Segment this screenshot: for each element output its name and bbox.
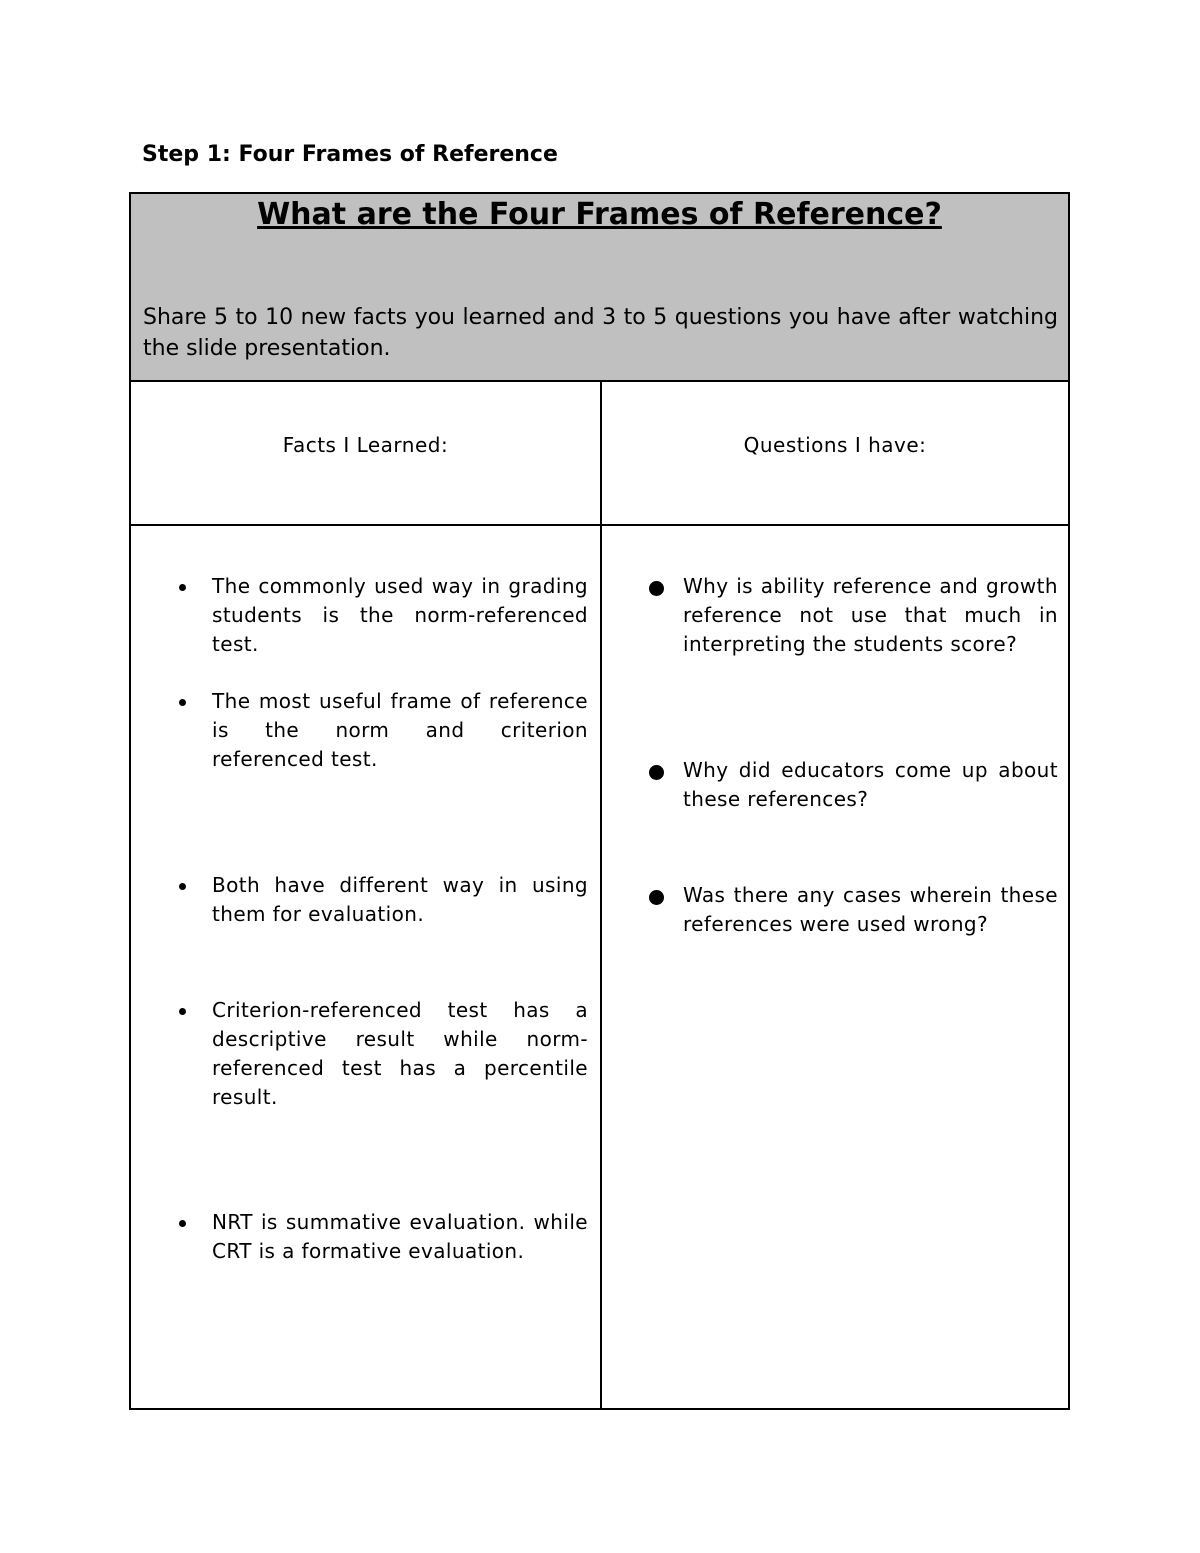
facts-column-heading: Facts I Learned: — [282, 433, 449, 457]
question-item: Why is ability reference and growth reference not use that much in interpreting the students score? — [683, 574, 1058, 656]
bullet-icon — [179, 699, 186, 706]
fact-item: Criterion-referenced test has a descriptive result while norm-referenced test has a percentile result. — [212, 998, 588, 1109]
bullet-icon — [649, 890, 664, 905]
fact-item: NRT is summative evaluation. while CRT is a formative evaluation. — [212, 1210, 588, 1263]
bullet-icon — [649, 581, 664, 596]
main-heading: What are the Four Frames of Reference? — [257, 197, 942, 232]
column-divider — [600, 382, 602, 1408]
question-item: Was there any cases wherein these references were used wrong? — [683, 883, 1058, 936]
questions-column-heading: Questions I have: — [743, 433, 927, 457]
bullet-icon — [179, 1008, 186, 1015]
bullet-icon — [649, 765, 664, 780]
bullet-icon — [179, 883, 186, 890]
fact-item: The commonly used way in grading students is the norm-referenced test. — [212, 574, 588, 656]
step-title: Step 1: Four Frames of Reference — [142, 142, 558, 167]
fact-item: Both have different way in using them for evaluation. — [212, 873, 588, 926]
table-header-cell — [131, 194, 1068, 382]
row-divider — [131, 524, 1068, 526]
frames-table — [129, 192, 1070, 1410]
bullet-icon — [179, 1220, 186, 1227]
instructions-text: Share 5 to 10 new facts you learned and 3 to 5 questions you have after watching the slide presentation. — [143, 305, 1058, 361]
bullet-icon — [179, 584, 186, 591]
question-item: Why did educators come up about these references? — [683, 758, 1058, 811]
fact-item: The most useful frame of reference is the norm and criterion referenced test. — [212, 689, 588, 771]
